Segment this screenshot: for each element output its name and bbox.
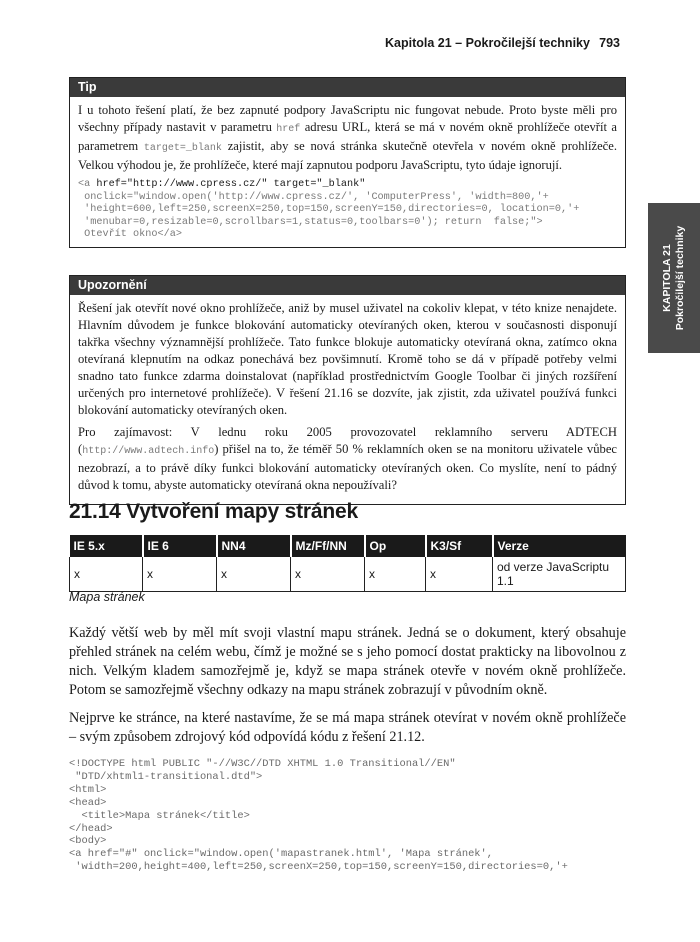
warning-text-2: ) přišel na to, že téměř 50 % reklamních oken se na monitoru uživatele vůbec nezobrazí, a to právě díky funkci blokování automaticky otevíraných oken. Co myslíte, není to pádný důvod k tomu, abyste automaticky otevíraná okna nepoužívali?: [78, 442, 617, 492]
tip-text-3: zajistit, aby se nová stránka skutečně otevřela v novém okně prohlížeče. Velkou výhodou je, že prohlížeče, které mají zapnutou podporu JavaScriptu, tyto údaje ignorují.: [78, 139, 617, 172]
side-tab-chapter: KAPITOLA 21: [661, 244, 673, 312]
warning-heading: Upozornění: [70, 276, 625, 295]
warning-text-1: Pro zajímavost: V lednu roku 2005 provozovatel reklamního serveru ADTECH (: [78, 425, 617, 456]
page-number: 793: [599, 36, 620, 50]
body-paragraph-1: Každý větší web by měl mít svoji vlastní mapu stránek. Jedná se o dokument, který obsahuje přehled stránek na celém webu, čímž je možné se s jeho pomocí dostat prakticky na libovolnou z nich. Velkým kladem samozřejmě je, když se mapa stránek otevře v novém okně prohlížeče. Potom se samozřejmě všechny odkazy na mapu stránek zobrazují v původním okně.: [69, 625, 626, 698]
col-mozilla: Mz/Ff/NN: [291, 535, 365, 557]
col-konqueror: K3/Sf: [426, 535, 493, 557]
cell-ie6: x: [143, 557, 217, 592]
col-nn4: NN4: [217, 535, 291, 557]
code-onclick: onclick="window.open('http://www.cpress.cz/', 'ComputerPress', 'width=800,'+ 'height=600,left=250,screenX=250,top=150,screenY=150,directories=0, location=0,'+ 'menubar=0,resizable=0,scrollbars=1,status=0,toolbars=0'); return false;"> Otevřít okno</a>: [84, 191, 580, 241]
target-code: target=_blank: [143, 143, 222, 154]
warning-box: [69, 275, 626, 505]
cell-version: od verze JavaScriptu 1.1: [493, 557, 626, 592]
cell-mozilla: x: [291, 557, 365, 592]
code-tag-open: <a: [78, 179, 97, 190]
compat-row: [70, 557, 626, 592]
warning-paragraph-2: [78, 424, 617, 494]
compat-header-row: [70, 535, 626, 557]
col-ie6: IE 6: [143, 535, 217, 557]
adtech-url: http://www.adtech.info: [82, 446, 215, 457]
code-attributes: href="http://www.cpress.cz/" target="_blank": [96, 179, 366, 190]
tip-box: [69, 77, 626, 248]
side-tab-title: Pokročilejší techniky: [674, 225, 686, 331]
col-ie5: IE 5.x: [70, 535, 143, 557]
href-code: href: [276, 124, 301, 135]
cell-nn4: x: [217, 557, 291, 592]
warning-body: [70, 295, 625, 504]
warning-paragraph-1: Řešení jak otevřít nové okno prohlížeče, aniž by musel uživatel na cokoliv klepat, v této knize nenajdete. Hlavním důvodem je funkce blokování automaticky otevíraných oken, kterou v současnosti disponují takřka všechny významnější prohlížeče. Tato funkce blokuje automaticky otevíraná okna, zatímco okna otevíraná klepnutím na odkaz ponechává bez povšimnutí. Kromě toho se dá v případě potřeby velmi snadno tato funkce zdarma doinstalovat (například prostřednictvím Google Toolbar či jiných rozšíření určených pro internetové prohlížeče). V řešení 21.16 se dozvíte, jak zjistit, zda uživatel používá funkci blokování automaticky otevíraných oken.: [78, 301, 617, 417]
tip-text-2: adresu URL, která se má v novém okně prohlížeče otevřít a parametrem: [78, 120, 617, 153]
cell-konqueror: x: [426, 557, 493, 592]
cell-ie5: x: [70, 557, 143, 592]
chapter-side-tab: [648, 203, 700, 353]
tip-body: [70, 97, 625, 247]
tip-code-block: [78, 179, 617, 242]
body-text: [69, 624, 626, 756]
col-version: Verze: [493, 535, 626, 557]
table-caption: Mapa stránek: [69, 590, 145, 604]
tip-paragraph: [78, 102, 617, 174]
tip-heading: Tip: [70, 78, 625, 97]
cell-opera: x: [365, 557, 426, 592]
chapter-title: Kapitola 21 – Pokročilejší techniky: [385, 36, 590, 50]
body-paragraph-2: Nejprve ke stránce, na které nastavíme, že se má mapa stránek otevírat v novém okně prohlížeče – svým způsobem zdrojový kód odpovídá kódu z řešení 21.12.: [69, 710, 626, 745]
section-title: 21.14 Vytvoření mapy stránek: [69, 500, 358, 523]
code-listing: <!DOCTYPE html PUBLIC "-//W3C//DTD XHTML 1.0 Transitional//EN" "DTD/xhtml1-transitional.dtd"> <html> <head> <title>Mapa stránek</title> </head> <body> <a href="#" onclick="window.open('mapastranek.html', 'Mapa stránek', 'width=200,height=400,left=250,screenX=250,top=150,screenY=150,directories=0,'+: [69, 758, 568, 874]
running-head: [385, 36, 620, 50]
col-opera: Op: [365, 535, 426, 557]
browser-compat-table: [69, 535, 626, 592]
tip-text-1: I u tohoto řešení platí, že bez zapnuté podpory JavaScriptu nic fungovat nebude. Proto byste měli pro všechny případy nastavit v parametru: [78, 103, 617, 134]
